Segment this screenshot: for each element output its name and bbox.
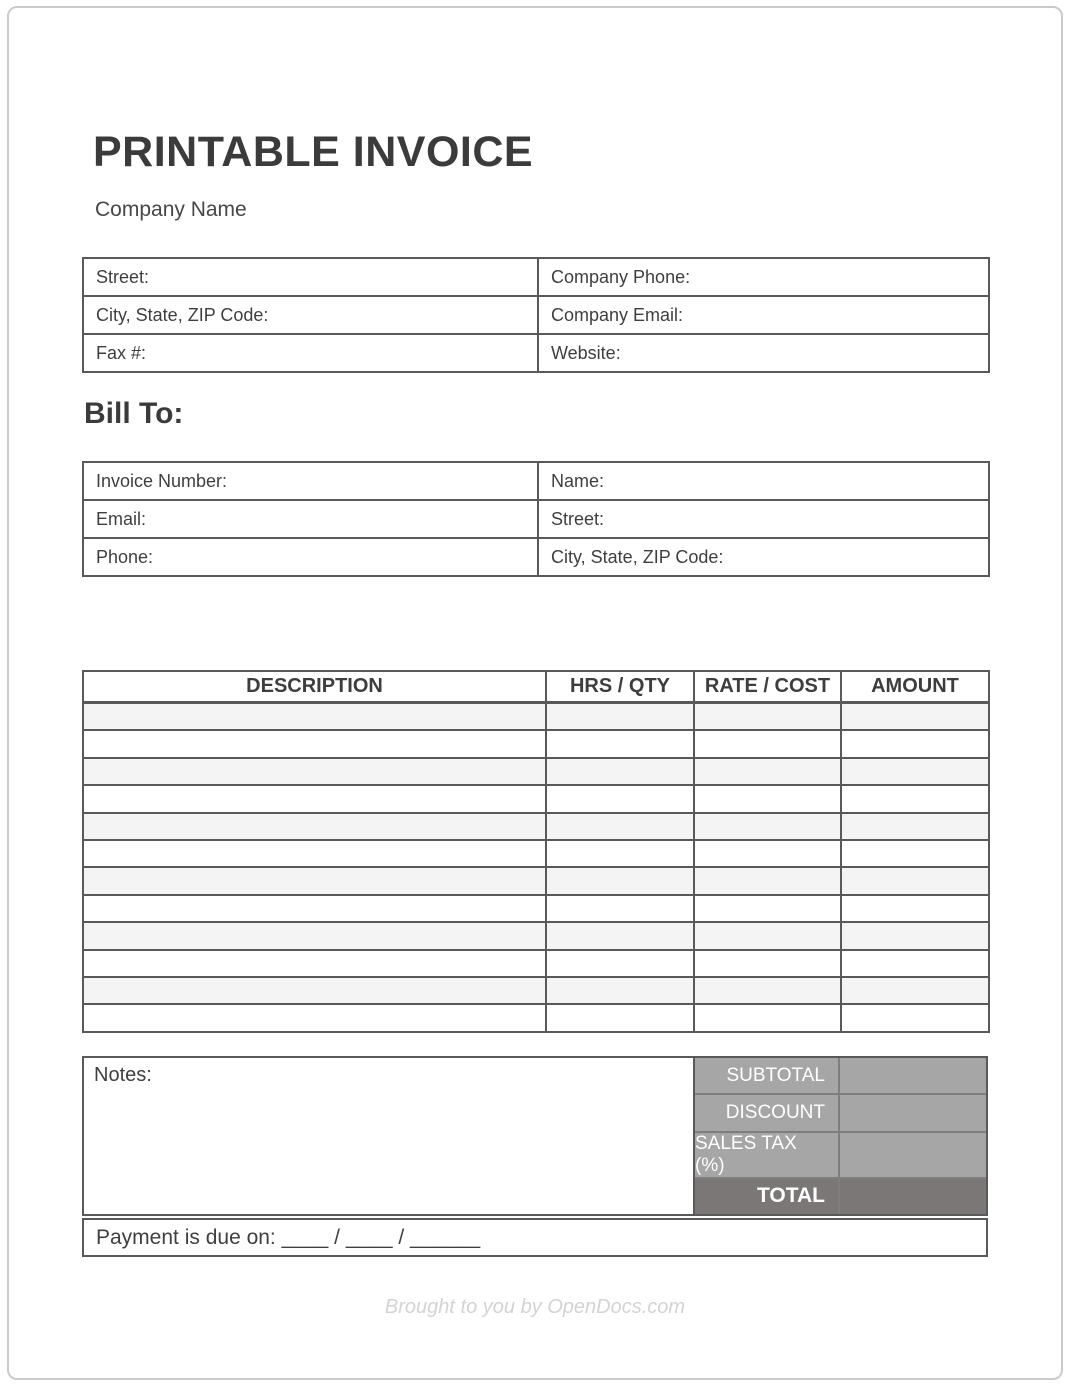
line-item-cell: [83, 950, 546, 977]
page-title: PRINTABLE INVOICE: [93, 128, 534, 176]
line-item-cell: [83, 922, 546, 949]
bill-to-row: [83, 462, 989, 500]
phone-field: Phone:: [83, 538, 538, 576]
company-email-field: Company Email:: [538, 296, 989, 334]
fax-field: Fax #:: [83, 334, 538, 372]
line-item-cell: [841, 785, 989, 812]
line-item-cell: [546, 840, 694, 867]
line-item-cell: [841, 895, 989, 922]
line-item-cell: [841, 703, 989, 731]
total-value: [840, 1179, 986, 1214]
line-item-cell: [83, 703, 546, 731]
line-item-cell: [546, 1004, 694, 1031]
line-item-row: [83, 922, 989, 949]
line-item-cell: [694, 867, 841, 894]
line-item-cell: [694, 730, 841, 757]
line-item-row: [83, 785, 989, 812]
line-item-row: [83, 1004, 989, 1031]
line-item-cell: [841, 758, 989, 785]
line-item-row: [83, 758, 989, 785]
line-item-cell: [546, 730, 694, 757]
company-info-row: [83, 334, 989, 372]
bill-to-row: [83, 538, 989, 576]
notes-label: Notes:: [94, 1064, 152, 1086]
subtotal-label: SUBTOTAL: [695, 1058, 838, 1093]
line-item-row: [83, 977, 989, 1004]
line-item-cell: [841, 840, 989, 867]
company-name: Company Name: [95, 198, 247, 221]
line-item-cell: [83, 867, 546, 894]
company-info-row: [83, 258, 989, 296]
payment-due-row: [82, 1218, 988, 1257]
line-item-cell: [694, 1004, 841, 1031]
bill-to-row: [83, 500, 989, 538]
website-field: Website:: [538, 334, 989, 372]
email-field: Email:: [83, 500, 538, 538]
line-item-row: [83, 703, 989, 731]
line-item-cell: [83, 730, 546, 757]
line-item-cell: [694, 813, 841, 840]
line-item-cell: [694, 922, 841, 949]
sales-tax-label: SALES TAX (%): [695, 1133, 838, 1177]
bill-city-state-zip-field: City, State, ZIP Code:: [538, 538, 989, 576]
line-item-cell: [841, 922, 989, 949]
company-phone-field: Company Phone:: [538, 258, 989, 296]
notes-box: [82, 1056, 695, 1216]
line-item-cell: [841, 730, 989, 757]
line-item-cell: [694, 950, 841, 977]
rate-cost-column-header: RATE / COST: [694, 671, 841, 703]
company-info-table: [82, 257, 990, 373]
hrs-qty-column-header: HRS / QTY: [546, 671, 694, 703]
line-item-cell: [694, 840, 841, 867]
line-items-table: [82, 670, 990, 1033]
line-item-cell: [694, 895, 841, 922]
line-item-cell: [546, 813, 694, 840]
line-item-cell: [83, 895, 546, 922]
city-state-zip-field: City, State, ZIP Code:: [83, 296, 538, 334]
bill-to-table: [82, 461, 990, 577]
line-item-cell: [546, 950, 694, 977]
summary-section: [695, 1056, 988, 1216]
line-item-row: [83, 813, 989, 840]
line-item-cell: [694, 977, 841, 1004]
line-items-header-row: [83, 671, 989, 703]
bill-to-heading: Bill To:: [84, 397, 184, 430]
footer-attribution: Brought to you by OpenDocs.com: [384, 1296, 686, 1318]
line-item-cell: [841, 1004, 989, 1031]
subtotal-value: [840, 1058, 986, 1093]
line-item-cell: [83, 758, 546, 785]
line-item-cell: [694, 758, 841, 785]
line-item-row: [83, 895, 989, 922]
description-column-header: DESCRIPTION: [83, 671, 546, 703]
line-item-cell: [546, 895, 694, 922]
line-items-body: [83, 703, 989, 1032]
line-item-cell: [546, 922, 694, 949]
line-item-cell: [546, 977, 694, 1004]
line-item-cell: [546, 867, 694, 894]
invoice-number-field: Invoice Number:: [83, 462, 538, 500]
line-item-cell: [83, 785, 546, 812]
line-item-cell: [83, 840, 546, 867]
line-item-cell: [694, 703, 841, 731]
line-item-cell: [841, 977, 989, 1004]
total-label: TOTAL: [695, 1179, 838, 1214]
line-item-cell: [694, 785, 841, 812]
line-item-row: [83, 730, 989, 757]
line-item-cell: [546, 758, 694, 785]
payment-due-text: Payment is due on: ____ / ____ / ______: [96, 1225, 481, 1249]
company-info-row: [83, 296, 989, 334]
line-item-cell: [546, 785, 694, 812]
line-item-cell: [546, 703, 694, 731]
line-item-cell: [83, 977, 546, 1004]
line-item-row: [83, 840, 989, 867]
discount-value: [840, 1095, 986, 1130]
line-item-cell: [83, 1004, 546, 1031]
line-item-cell: [841, 950, 989, 977]
street-field: Street:: [83, 258, 538, 296]
discount-label: DISCOUNT: [695, 1095, 838, 1130]
line-item-row: [83, 867, 989, 894]
sales-tax-value: [840, 1133, 986, 1177]
line-item-cell: [841, 813, 989, 840]
line-item-cell: [841, 867, 989, 894]
line-item-row: [83, 950, 989, 977]
line-item-cell: [83, 813, 546, 840]
amount-column-header: AMOUNT: [841, 671, 989, 703]
bill-street-field: Street:: [538, 500, 989, 538]
name-field: Name:: [538, 462, 989, 500]
